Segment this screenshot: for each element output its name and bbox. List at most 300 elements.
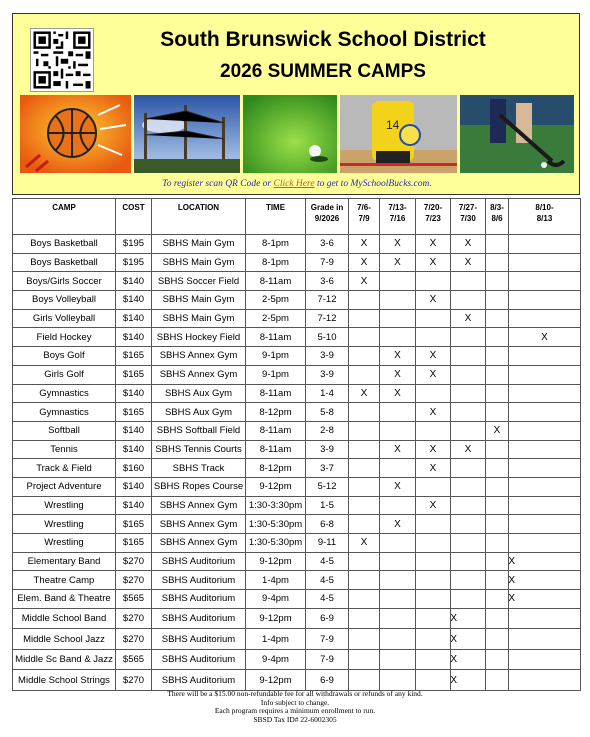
cell-week-1: X — [349, 253, 380, 272]
cell-week-2 — [380, 421, 416, 440]
cell-camp: Track & Field — [13, 459, 116, 478]
register-prefix: To register scan QR Code or — [162, 179, 274, 189]
cell-camp: Tennis — [13, 440, 116, 459]
cell-camp: Wrestling — [13, 496, 116, 515]
cell-week-4 — [451, 421, 486, 440]
header-week-1 — [349, 199, 380, 235]
cell-week-5 — [486, 328, 509, 347]
table-row — [13, 590, 581, 609]
table-row — [13, 384, 581, 403]
table-row — [13, 496, 581, 515]
cell-week-6 — [509, 235, 581, 254]
table-row — [13, 253, 581, 272]
cell-week-5 — [486, 496, 509, 515]
cell-time: 9-4pm — [246, 590, 306, 609]
cell-week-5 — [493, 629, 516, 650]
cell-week-5 — [486, 459, 509, 478]
cell-week-2 — [380, 496, 416, 515]
cell-cost: $140 — [116, 440, 152, 459]
cell-week-6 — [509, 347, 581, 366]
header-banner — [12, 13, 580, 195]
cell-grade: 7-12 — [306, 291, 349, 310]
table-row — [13, 459, 581, 478]
table-row — [13, 440, 581, 459]
cell-location: SBHS Main Gym — [152, 253, 246, 272]
cell-week-6: X — [509, 328, 581, 347]
cell-grade: 4-5 — [306, 571, 349, 590]
cell-cost: $270 — [116, 670, 152, 691]
cell-week-5 — [493, 608, 516, 629]
cell-week-4 — [458, 552, 493, 571]
cell-camp: Girls Golf — [13, 365, 116, 384]
cell-time: 9-12pm — [246, 670, 306, 691]
table-row — [13, 347, 581, 366]
cell-week-6 — [516, 629, 588, 650]
header-week-6 — [509, 199, 581, 235]
cell-week-4 — [451, 403, 486, 422]
cell-grade: 1-5 — [306, 496, 349, 515]
header-week-6-end: 8/13 — [536, 214, 553, 223]
cell-week-1 — [349, 328, 380, 347]
cell-week-2 — [380, 403, 416, 422]
table-row — [13, 552, 581, 571]
cell-time: 1:30-5:30pm — [246, 515, 306, 534]
cell-camp: Wrestling — [13, 515, 116, 534]
register-suffix: to get to MySchoolBucks.com. — [314, 179, 432, 189]
cell-camp: Softball — [13, 421, 116, 440]
cell-week-6 — [516, 608, 588, 629]
cell-location: SBHS Track — [152, 459, 246, 478]
table-row — [13, 515, 581, 534]
cell-week-1 — [349, 403, 380, 422]
header-week-1-start: 7/6- — [357, 203, 371, 212]
cell-location: SBHS Auditorium — [152, 670, 246, 691]
cell-week-1 — [356, 552, 387, 571]
cell-week-4 — [451, 347, 486, 366]
cell-week-4 — [451, 477, 486, 496]
cell-week-3 — [416, 272, 451, 291]
cell-week-6 — [509, 384, 581, 403]
cell-camp: Gymnastics — [13, 403, 116, 422]
cell-camp: Project Adventure — [13, 477, 116, 496]
cell-cost: $565 — [116, 649, 152, 670]
cell-week-6 — [516, 552, 588, 571]
cell-week-6 — [509, 534, 581, 553]
cell-week-4 — [451, 365, 486, 384]
cell-time: 9-12pm — [246, 608, 306, 629]
cell-week-6 — [509, 309, 581, 328]
cell-week-4 — [451, 459, 486, 478]
cell-time: 8-11am — [246, 440, 306, 459]
cell-week-5 — [486, 365, 509, 384]
cell-location: SBHS Auditorium — [152, 552, 246, 571]
cell-cost: $165 — [116, 515, 152, 534]
cell-time: 8-12pm — [246, 403, 306, 422]
cell-week-3: X — [416, 235, 451, 254]
cell-week-4 — [451, 534, 486, 553]
cell-week-3: X — [416, 459, 451, 478]
cell-week-5 — [486, 440, 509, 459]
cell-camp: Gymnastics — [13, 384, 116, 403]
cell-cost: $165 — [116, 534, 152, 553]
cell-week-3: X — [423, 649, 458, 670]
cell-week-3: X — [423, 629, 458, 650]
cell-week-4 — [451, 515, 486, 534]
header-time: TIME — [246, 199, 306, 235]
header-cost: COST — [116, 199, 152, 235]
cell-week-6 — [509, 421, 581, 440]
cell-grade: 4-5 — [306, 590, 349, 609]
cell-cost: $270 — [116, 629, 152, 650]
district-title: South Brunswick School District — [160, 28, 486, 51]
cell-location: SBHS Annex Gym — [152, 496, 246, 515]
cell-location: SBHS Auditorium — [152, 571, 246, 590]
cell-week-3 — [423, 552, 458, 571]
cell-cost: $140 — [116, 384, 152, 403]
cell-week-5 — [493, 649, 516, 670]
cell-week-6 — [509, 496, 581, 515]
cell-week-5 — [486, 291, 509, 310]
cell-week-3 — [416, 309, 451, 328]
cell-week-6 — [509, 291, 581, 310]
cell-week-4 — [451, 384, 486, 403]
cell-location: SBHS Auditorium — [152, 629, 246, 650]
cell-grade: 5-10 — [306, 328, 349, 347]
table-row — [13, 629, 581, 650]
table-row — [13, 571, 581, 590]
header-camp: CAMP — [13, 199, 116, 235]
table-row — [13, 328, 581, 347]
table-row — [13, 291, 581, 310]
cell-week-6 — [509, 440, 581, 459]
camps-table — [12, 198, 581, 691]
cell-week-6 — [509, 272, 581, 291]
cell-week-1 — [356, 608, 387, 629]
field-hockey-photo — [460, 95, 574, 173]
photo-strip — [20, 95, 574, 173]
cell-week-6 — [509, 515, 581, 534]
cell-time: 8-11am — [246, 421, 306, 440]
cell-week-5: X — [493, 552, 516, 571]
cell-location: SBHS Annex Gym — [152, 347, 246, 366]
cell-week-3: X — [423, 608, 458, 629]
cell-week-2: X — [380, 365, 416, 384]
header-week-1-end: 7/9 — [358, 214, 370, 223]
header-grade-line1: Grade in — [310, 203, 344, 212]
cell-week-4 — [458, 571, 493, 590]
footer-notes — [0, 690, 590, 724]
cell-grade: 3-9 — [306, 365, 349, 384]
cell-location: SBHS Main Gym — [152, 309, 246, 328]
table-row — [13, 649, 581, 670]
cell-location: SBHS Soccer Field — [152, 272, 246, 291]
cell-week-4: X — [451, 440, 486, 459]
camp-rows — [13, 235, 581, 691]
cell-week-2: X — [380, 347, 416, 366]
cell-week-2: X — [380, 440, 416, 459]
cell-week-1 — [356, 590, 387, 609]
cell-grade: 6-9 — [306, 608, 349, 629]
cell-week-1 — [349, 496, 380, 515]
cell-camp: Field Hockey — [13, 328, 116, 347]
cell-week-5: X — [493, 590, 516, 609]
cell-grade: 3-7 — [306, 459, 349, 478]
header-week-2-end: 7/16 — [389, 214, 406, 223]
table-row — [13, 403, 581, 422]
table-row — [13, 670, 581, 691]
cell-camp: Middle School Band — [13, 608, 116, 629]
cell-week-2 — [387, 590, 423, 609]
cell-week-1: X — [349, 272, 380, 291]
volleyball-photo — [340, 95, 457, 173]
cell-camp: Boys Basketball — [13, 235, 116, 254]
cell-grade: 9-11 — [306, 534, 349, 553]
footer-change-note: Info subject to change. — [260, 697, 330, 707]
cell-week-4: X — [451, 235, 486, 254]
cell-location: SBHS Main Gym — [152, 235, 246, 254]
camps-subtitle: 2026 SUMMER CAMPS — [220, 61, 426, 82]
cell-camp: Middle School Jazz — [13, 629, 116, 650]
cell-cost: $140 — [116, 496, 152, 515]
cell-location: SBHS Aux Gym — [152, 384, 246, 403]
cell-week-5: X — [493, 571, 516, 590]
header-week-3-start: 7/20- — [423, 203, 443, 212]
cell-grade: 5-12 — [306, 477, 349, 496]
cell-cost: $165 — [116, 403, 152, 422]
cell-location: SBHS Softball Field — [152, 421, 246, 440]
cell-week-5 — [486, 515, 509, 534]
cell-camp: Middle School Strings — [13, 670, 116, 691]
cell-week-1 — [356, 571, 387, 590]
cell-cost: $140 — [116, 291, 152, 310]
cell-week-5 — [486, 477, 509, 496]
cell-cost: $565 — [116, 590, 152, 609]
footer-fee-note: There will be a $15.00 non-refundable fee for all withdrawals or refunds of any kind. — [167, 689, 423, 698]
cell-camp: Elem. Band & Theatre — [13, 590, 116, 609]
cell-cost: $165 — [116, 347, 152, 366]
cell-week-4 — [451, 328, 486, 347]
cell-time: 8-11am — [246, 272, 306, 291]
cell-week-6 — [516, 590, 588, 609]
header-week-4-start: 7/27- — [458, 203, 478, 212]
cell-grade: 5-8 — [306, 403, 349, 422]
cell-cost: $140 — [116, 328, 152, 347]
cell-week-4 — [451, 496, 486, 515]
cell-week-1 — [349, 421, 380, 440]
header-week-5-start: 8/3- — [490, 203, 504, 212]
cell-time: 8-11am — [246, 384, 306, 403]
cell-time: 9-4pm — [246, 649, 306, 670]
cell-location: SBHS Annex Gym — [152, 365, 246, 384]
cell-week-2 — [380, 272, 416, 291]
cell-time: 9-12pm — [246, 477, 306, 496]
cell-week-1: X — [349, 235, 380, 254]
cell-week-3 — [423, 571, 458, 590]
cell-cost: $160 — [116, 459, 152, 478]
cell-grade: 7-9 — [306, 629, 349, 650]
cell-week-6 — [509, 403, 581, 422]
cell-time: 1-4pm — [246, 571, 306, 590]
cell-week-5: X — [486, 421, 509, 440]
cell-grade: 3-6 — [306, 272, 349, 291]
footer-tax-id: SBSD Tax ID# 22-6002305 — [253, 714, 337, 724]
header-grade-line2: 9/2026 — [314, 214, 340, 223]
header-grade — [306, 199, 349, 235]
cell-week-2 — [380, 459, 416, 478]
cell-time: 1-4pm — [246, 629, 306, 650]
cell-week-3: X — [416, 291, 451, 310]
cell-cost: $140 — [116, 309, 152, 328]
table-row — [13, 365, 581, 384]
cell-week-2 — [387, 649, 423, 670]
cell-week-6 — [509, 477, 581, 496]
cell-week-2 — [380, 534, 416, 553]
cell-cost: $270 — [116, 571, 152, 590]
cell-week-3 — [416, 477, 451, 496]
table-row — [13, 309, 581, 328]
register-link[interactable]: Click Here — [273, 179, 315, 189]
cell-week-2 — [387, 608, 423, 629]
svg-text:14: 14 — [386, 118, 400, 132]
cell-week-2 — [380, 309, 416, 328]
qr-code-icon[interactable] — [30, 28, 94, 92]
header-week-6-start: 8/10- — [535, 203, 554, 212]
cell-week-2: X — [380, 253, 416, 272]
table-row — [13, 421, 581, 440]
cell-week-4 — [458, 590, 493, 609]
cell-camp: Girls Volleyball — [13, 309, 116, 328]
cell-grade: 4-5 — [306, 552, 349, 571]
header-week-3-end: 7/23 — [425, 214, 441, 223]
cell-week-4 — [458, 629, 493, 650]
cell-week-3 — [423, 590, 458, 609]
cell-grade: 1-4 — [306, 384, 349, 403]
cell-week-2 — [387, 670, 423, 691]
cell-week-5 — [493, 670, 516, 691]
cell-week-3: X — [416, 403, 451, 422]
cell-week-5 — [486, 309, 509, 328]
register-note — [13, 179, 581, 189]
cell-time: 9-1pm — [246, 347, 306, 366]
cell-time: 1:30-5:30pm — [246, 534, 306, 553]
cell-week-2: X — [380, 515, 416, 534]
table-row — [13, 608, 581, 629]
header-week-2-start: 7/13- — [388, 203, 407, 212]
cell-time: 2-5pm — [246, 309, 306, 328]
cell-week-1 — [356, 649, 387, 670]
cell-week-1 — [349, 459, 380, 478]
cell-location: SBHS Annex Gym — [152, 534, 246, 553]
cell-week-2: X — [380, 384, 416, 403]
cell-week-6 — [516, 670, 588, 691]
cell-time: 8-12pm — [246, 459, 306, 478]
cell-week-2 — [387, 571, 423, 590]
table-row — [13, 272, 581, 291]
cell-camp: Boys Volleyball — [13, 291, 116, 310]
cell-location: SBHS Annex Gym — [152, 515, 246, 534]
cell-week-3: X — [416, 253, 451, 272]
cell-week-2 — [387, 629, 423, 650]
cell-camp: Middle Sc Band & Jazz — [13, 649, 116, 670]
cell-cost: $140 — [116, 272, 152, 291]
cell-week-2 — [387, 552, 423, 571]
cell-camp: Theatre Camp — [13, 571, 116, 590]
cell-week-5 — [486, 253, 509, 272]
cell-week-2: X — [380, 235, 416, 254]
cell-location: SBHS Tennis Courts — [152, 440, 246, 459]
cell-week-1 — [349, 477, 380, 496]
cell-location: SBHS Hockey Field — [152, 328, 246, 347]
cell-week-6 — [509, 365, 581, 384]
cell-cost: $165 — [116, 365, 152, 384]
cell-week-1 — [349, 291, 380, 310]
cell-week-5 — [486, 534, 509, 553]
footer-enrollment-note: Each program requires a minimum enrollment to run. — [214, 706, 376, 716]
cell-cost: $195 — [116, 253, 152, 272]
cell-camp: Wrestling — [13, 534, 116, 553]
cell-week-3: X — [416, 440, 451, 459]
cell-week-3 — [416, 515, 451, 534]
cell-cost: $140 — [116, 421, 152, 440]
table-row — [13, 534, 581, 553]
cell-week-6 — [509, 253, 581, 272]
cell-camp: Elementary Band — [13, 552, 116, 571]
header-week-5-end: 8/6 — [491, 214, 503, 223]
cell-week-5 — [486, 403, 509, 422]
ropes-course-photo — [134, 95, 240, 173]
cell-week-4 — [458, 608, 493, 629]
cell-grade: 3-9 — [306, 440, 349, 459]
cell-week-3: X — [423, 670, 458, 691]
cell-week-4 — [451, 291, 486, 310]
cell-cost: $270 — [116, 608, 152, 629]
cell-week-3 — [416, 384, 451, 403]
cell-week-6 — [516, 571, 588, 590]
table-row — [13, 477, 581, 496]
cell-time: 1:30-3:30pm — [246, 496, 306, 515]
cell-week-4: X — [451, 253, 486, 272]
cell-week-3: X — [416, 365, 451, 384]
cell-week-2: X — [380, 477, 416, 496]
cell-week-5 — [486, 235, 509, 254]
cell-location: SBHS Auditorium — [152, 649, 246, 670]
cell-grade: 6-9 — [306, 670, 349, 691]
cell-week-6 — [509, 459, 581, 478]
cell-week-3: X — [416, 347, 451, 366]
cell-week-3: X — [416, 496, 451, 515]
cell-location: SBHS Auditorium — [152, 590, 246, 609]
cell-week-6 — [516, 649, 588, 670]
header-week-4-end: 7/30 — [460, 214, 476, 223]
cell-week-1 — [356, 629, 387, 650]
cell-grade: 3-9 — [306, 347, 349, 366]
cell-location: SBHS Ropes Course — [152, 477, 246, 496]
cell-camp: Boys Basketball — [13, 253, 116, 272]
cell-time: 9-1pm — [246, 365, 306, 384]
cell-time: 9-12pm — [246, 552, 306, 571]
cell-time: 8-1pm — [246, 235, 306, 254]
header-week-2 — [380, 199, 416, 235]
cell-week-1 — [349, 515, 380, 534]
cell-grade: 7-12 — [306, 309, 349, 328]
cell-cost: $195 — [116, 235, 152, 254]
cell-week-2 — [380, 291, 416, 310]
cell-cost: $270 — [116, 552, 152, 571]
cell-week-4 — [458, 670, 493, 691]
table-header-row — [13, 199, 581, 235]
cell-week-4 — [458, 649, 493, 670]
header-week-4 — [451, 199, 486, 235]
